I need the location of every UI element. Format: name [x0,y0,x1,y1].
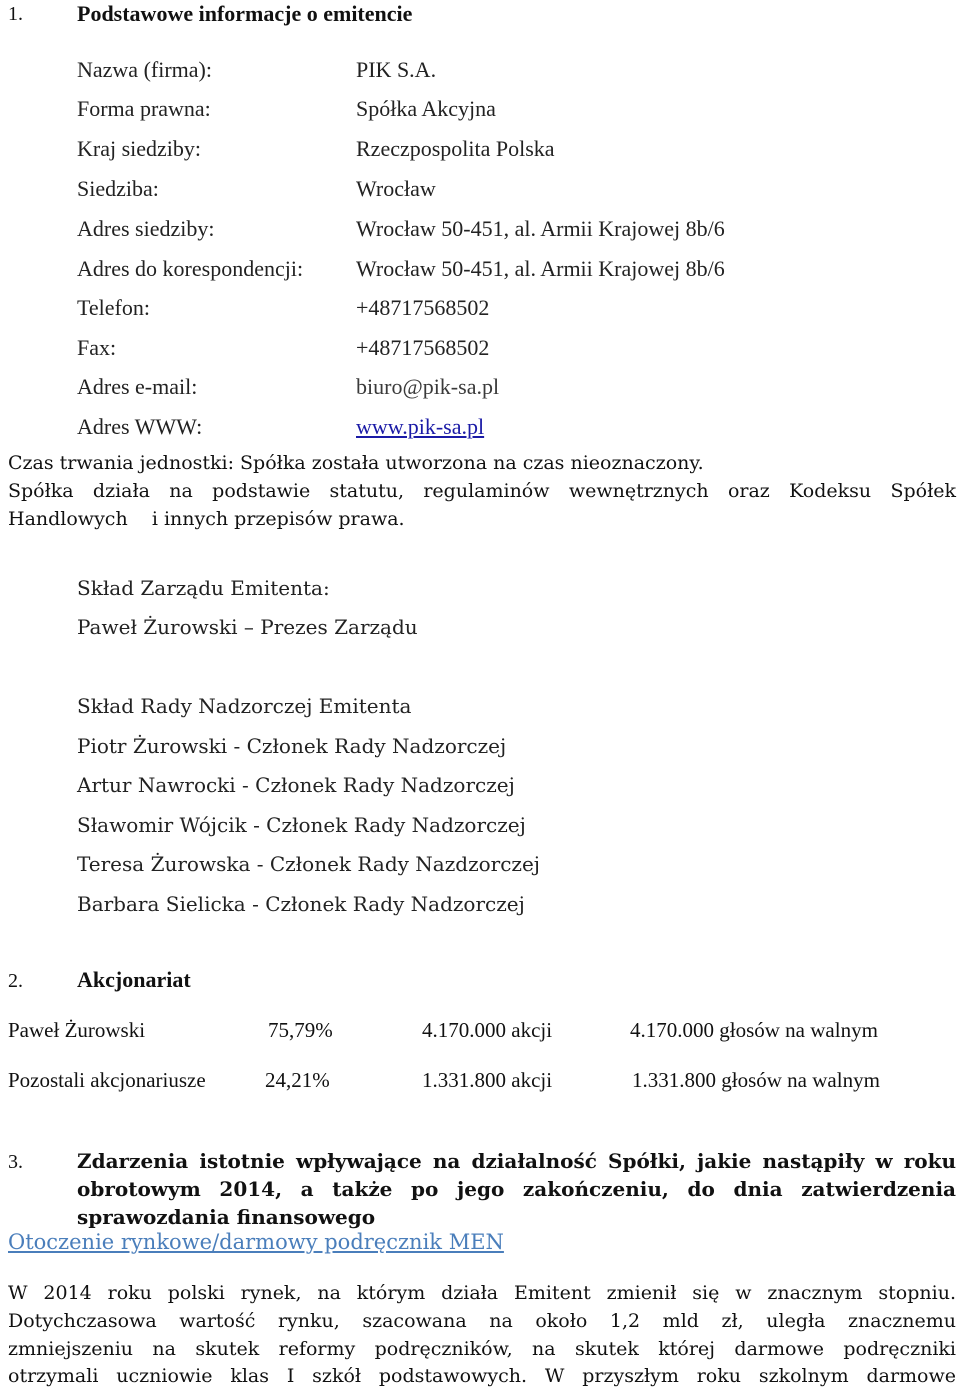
paragraph-line: otrzymali uczniowie klas I szkół podstawowych. W przyszłym roku szkolnym darmowe [8,1365,956,1387]
label-fax: Fax: [77,335,117,360]
section-2-title: Akcjonariat [77,967,191,992]
board-member: Barbara Sielicka - Członek Rady Nadzorczej [77,892,525,916]
management-member: Paweł Żurowski – Prezes Zarządu [77,615,418,639]
section-3-number: 3. [8,1151,23,1173]
value-fax: +48717568502 [356,335,490,360]
value-email: biuro@pik-sa.pl [356,374,500,399]
value-company-name: PIK S.A. [356,57,437,82]
label-company-name: Nazwa (firma): [77,57,212,82]
shareholder-name: Pozostali akcjonariusze [8,1068,206,1092]
section-3-title-line-2: obrotowym 2014, a także po jego zakończeniu, do dnia zatwierdzenia [77,1177,956,1201]
label-phone: Telefon: [77,295,150,320]
section-3-title-line-1: Zdarzenia istotnie wpływające na działalność Spółki, jakie nastąpiły w roku [77,1149,956,1173]
label-email: Adres e-mail: [77,374,198,399]
shareholder-shares: 1.331.800 akcji [422,1068,553,1092]
board-member: Teresa Żurowska - Członek Rady Nazdzorczej [77,852,540,876]
shareholder-votes: 1.331.800 głosów na walnym [632,1068,880,1092]
label-country: Kraj siedziby: [77,136,202,161]
value-legal-form: Spółka Akcyjna [356,96,496,121]
label-correspondence-address: Adres do korespondencji: [77,256,304,281]
section-2-number: 2. [8,970,23,992]
board-member: Piotr Żurowski - Członek Rady Nadzorczej [77,734,507,758]
label-seat: Siedziba: [77,176,159,201]
value-seat: Wrocław [356,176,436,201]
label-website: Adres WWW: [77,414,203,439]
shareholder-votes: 4.170.000 głosów na walnym [630,1018,878,1042]
management-heading: Skład Zarządu Emitenta: [77,576,330,600]
duration-text: Czas trwania jednostki: Spółka została utworzona na czas nieoznaczony. [8,452,704,474]
section-3-title-line-3: sprawozdania finansowego [77,1205,376,1229]
legal-basis-line-1: Spółka działa na podstawie statutu, regulaminów wewnętrznych oraz Kodeksu Spółek [8,480,956,502]
paragraph-line: Dotychczasowa wartość rynku, szacowana na około 1,2 mld zł, uległa znacznemu [8,1310,956,1332]
shareholder-percent: 24,21% [265,1068,330,1092]
label-seat-address: Adres siedziby: [77,216,215,241]
section-1-title: Podstawowe informacje o emitencie [77,1,413,26]
shareholder-percent: 75,79% [268,1018,333,1042]
value-phone: +48717568502 [356,295,490,320]
shareholder-name: Paweł Żurowski [8,1018,146,1042]
website-link[interactable]: www.pik-sa.pl [356,414,485,439]
board-member: Artur Nawrocki - Członek Rady Nadzorczej [77,773,515,797]
market-subheading: Otoczenie rynkowe/darmowy podręcznik MEN [8,1230,504,1254]
value-seat-address: Wrocław 50-451, al. Armii Krajowej 8b/6 [356,216,725,241]
paragraph-line: W 2014 roku polski rynek, na którym działa Emitent zmienił się w znacznym stopniu. [8,1282,956,1304]
board-member: Sławomir Wójcik - Członek Rady Nadzorczej [77,813,526,837]
paragraph-line: zmniejszeniu na skutek reformy podręczników, na skutek której darmowe podręczniki [8,1338,956,1360]
value-country: Rzeczpospolita Polska [356,136,555,161]
section-1-number: 1. [8,3,23,25]
legal-basis-line-2: Handlowych i innych przepisów prawa. [8,508,405,530]
value-correspondence-address: Wrocław 50-451, al. Armii Krajowej 8b/6 [356,256,725,281]
shareholder-shares: 4.170.000 akcji [422,1018,553,1042]
label-legal-form: Forma prawna: [77,96,211,121]
board-heading: Skład Rady Nadzorczej Emitenta [77,694,412,718]
